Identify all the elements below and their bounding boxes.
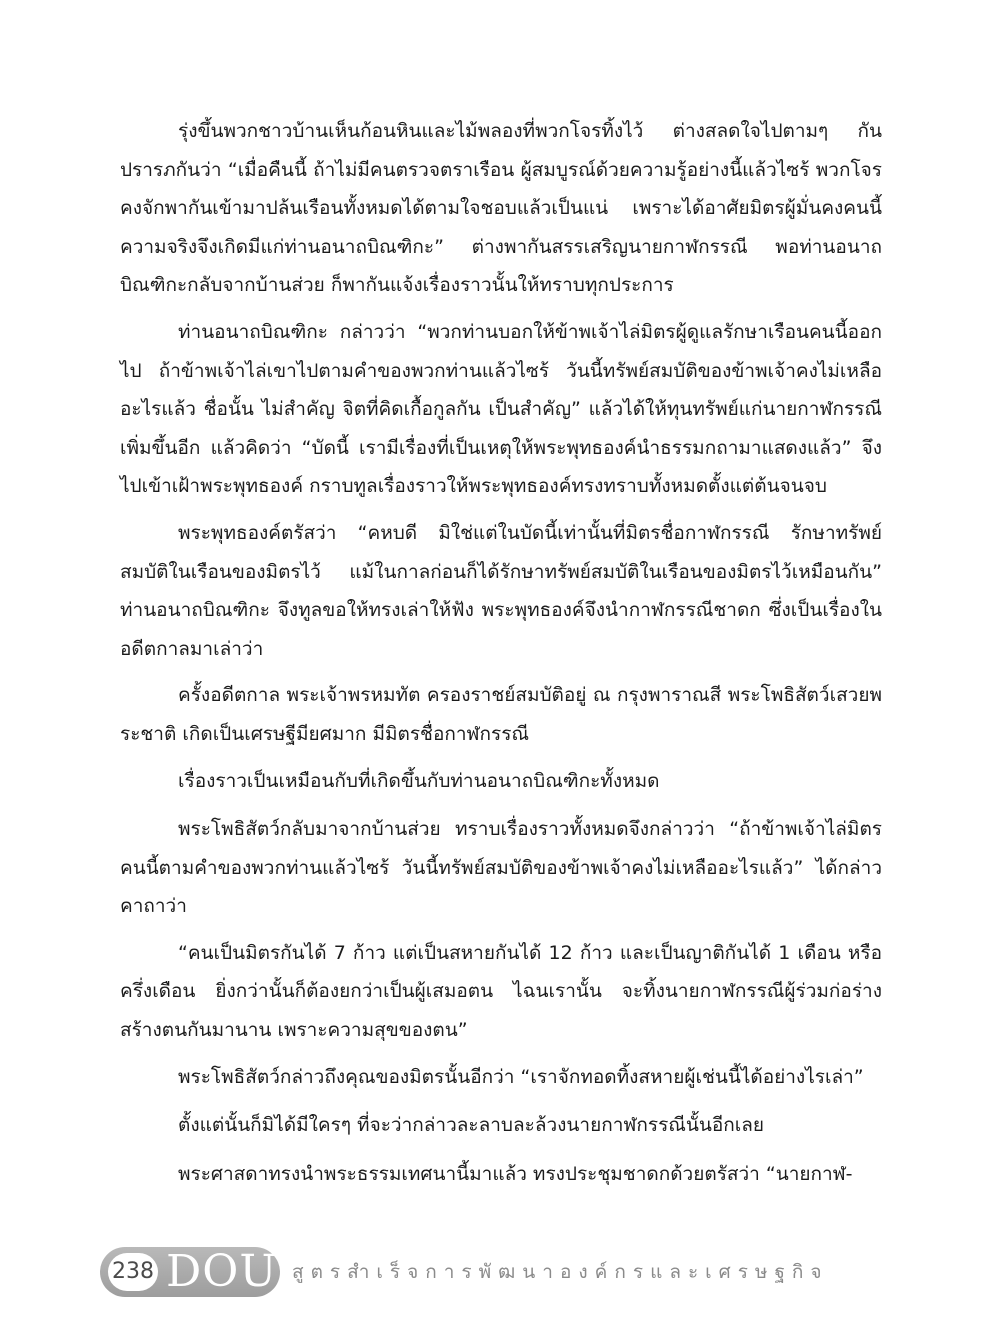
page-number: 238 <box>108 1253 158 1291</box>
dou-logo: DOU <box>166 1246 278 1297</box>
paragraph: เรื่องราวเป็นเหมือนกับที่เกิดขึ้นกับท่านอนาถบิณฑิกะทั้งหมด <box>178 769 660 792</box>
paragraph: พระโพธิสัตว์กล่าวถึงคุณของมิตรนั้นอีกว่า “เราจักทอดทิ้งสหายผู้เช่นนี้ได้อย่างไรเล่า” <box>178 1065 864 1088</box>
paragraph: “คนเป็นมิตรกันได้ 7 ก้าว แต่เป็นสหายกันได้ 12 ก้าว และเป็นญาติกันได้ 1 เดือน หรือครึ่งเดือน ยิ่งกว่านั้นก็ต้องยกว่าเป็นผู้เสมอตน ไฉนเรานั้น จะทิ้งนายกาฬกรรณีผู้ร่วมก่อร่างสร้างตนกันมานาน เพราะความสุขของตน” <box>120 941 882 1042</box>
paragraph: รุ่งขึ้นพวกชาวบ้านเห็นก้อนหินและไม้พลองที่พวกโจรทิ้งไว้ ต่างสลดใจไปตามๆ กัน ปรารภกันว่า “เมื่อคืนนี้ ถ้าไม่มีคนตรวจตราเรือน ผู้สมบูรณ์ด้วยความรู้อย่างนี้แล้วไซร้ พวกโจรคงจักพากันเข้ามาปล้นเรือนทั้งหมดได้ตามใจชอบแล้วเป็นแน่ เพราะได้อาศัยมิตรผู้มั่นคงคนนี้ ความจริงจึงเกิดมีแก่ท่านอนาถบิณฑิกะ” ต่างพากันสรรเสริญนายกาฬกรรณี พอท่านอนาถบิณฑิกะกลับจากบ้านส่วย ก็พากันแจ้งเรื่องราวนั้นให้ทราบทุกประการ <box>120 120 882 297</box>
book-title: สูตรสำเร็จการพัฒนาองค์กรและเศรษฐกิจ <box>292 1261 829 1283</box>
paragraph: ตั้งแต่นั้นก็มิได้มีใครๆ ที่จะว่ากล่าวละลาบละล้วงนายกาฬกรรณีนั้นอีกเลย <box>178 1114 765 1137</box>
page-footer <box>100 1246 829 1298</box>
paragraph: พระศาสดาทรงนำพระธรรมเทศนานี้มาแล้ว ทรงประชุมชาดกด้วยตรัสว่า “นายกาฬ- <box>178 1162 853 1185</box>
paragraph: พระโพธิสัตว์กลับมาจากบ้านส่วย ทราบเรื่องราวทั้งหมดจึงกล่าวว่า “ถ้าข้าพเจ้าไล่มิตรคนนี้ตามคำของพวกท่านแล้วไซร้ วันนี้ทรัพย์สมบัติของข้าพเจ้าคงไม่เหลืออะไรแล้ว” ได้กล่าวคาถาว่า <box>120 818 882 918</box>
page-body <box>120 112 882 1203</box>
paragraph: ครั้งอดีตกาล พระเจ้าพรหมทัต ครองราชย์สมบัติอยู่ ณ กรุงพาราณสี พระโพธิสัตว์เสวยพระชาติ เกิดเป็นเศรษฐีมียศมาก มีมิตรชื่อกาฬกรรณี <box>120 684 882 745</box>
footer-badge <box>100 1247 280 1297</box>
paragraph: พระพุทธองค์ตรัสว่า “คหบดี มิใช่แต่ในบัดนี้เท่านั้นที่มิตรชื่อกาฬกรรณี รักษาทรัพย์สมบัติในเรือนของมิตรไว้ แม้ในกาลก่อนก็ได้รักษาทรัพย์สมบัติในเรือนของมิตรไว้เหมือนกัน” ท่านอนาถบิณฑิกะ จึงทูลขอให้ทรงเล่าให้ฟัง พระพุทธองค์จึงนำกาฬกรรณีชาดก ซึ่งเป็นเรื่องในอดีตกาลมาเล่าว่า <box>120 521 882 660</box>
paragraph: ท่านอนาถบิณฑิกะ กล่าวว่า “พวกท่านบอกให้ข้าพเจ้าไล่มิตรผู้ดูแลรักษาเรือนคนนี้ออกไป ถ้าข้าพเจ้าไล่เขาไปตามคำของพวกท่านแล้วไซร้ วันนี้ทรัพย์สมบัติของข้าพเจ้าคงไม่เหลืออะไรแล้ว ชื่อนั้น ไม่สำคัญ จิตที่คิดเกื้อกูลกัน เป็นสำคัญ” แล้วได้ให้ทุนทรัพย์แก่นายกาฬกรรณีเพิ่มขึ้นอีก แล้วคิดว่า “บัดนี้ เรามีเรื่องที่เป็นเหตุให้พระพุทธองค์นำธรรมกถามาแสดงแล้ว” จึงไปเข้าเฝ้าพระพุทธองค์ กราบทูลเรื่องราวให้พระพุทธองค์ทรงทราบทั้งหมดตั้งแต่ต้นจนจบ <box>120 320 882 498</box>
